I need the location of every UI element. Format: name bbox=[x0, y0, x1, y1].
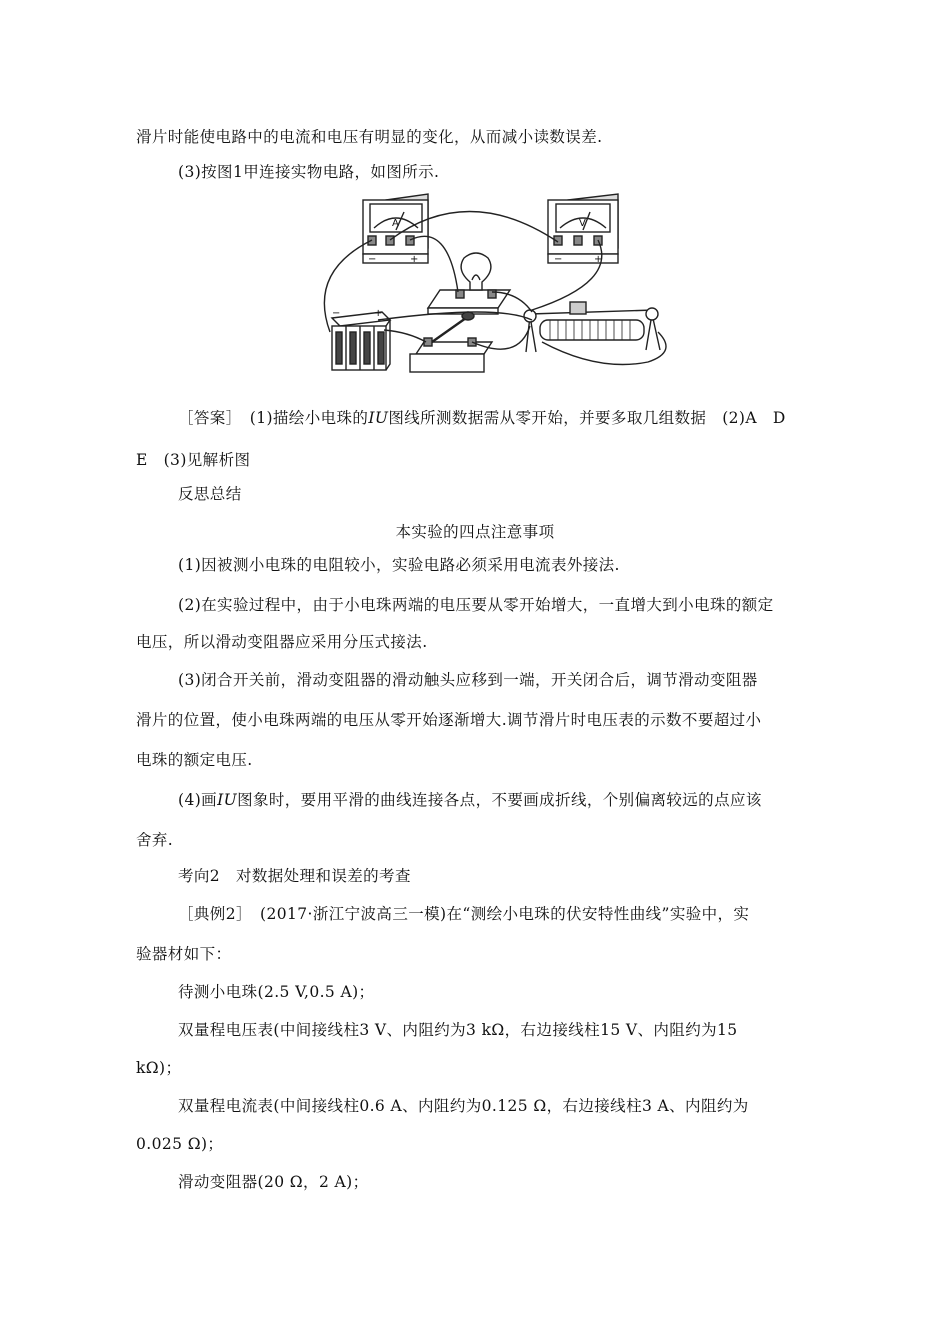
voltmeter-plus: + bbox=[594, 254, 603, 265]
ammeter-label: A bbox=[392, 218, 399, 229]
section-heading: 考向2 对数据处理和误差的考查 bbox=[178, 867, 411, 885]
text-line: (3)按图1甲连接实物电路，如图所示. bbox=[178, 163, 440, 181]
text-line: 待测小电珠(2.5 V,0.5 A)； bbox=[178, 983, 375, 1001]
text-line: 双量程电流表(中间接线柱0.6 A、内阻约为0.125 Ω，右边接线柱3 A、内阻约为 bbox=[178, 1097, 749, 1115]
circuit-diagram bbox=[318, 192, 682, 380]
text-line: 电压，所以滑动变阻器应采用分压式接法. bbox=[136, 633, 428, 651]
voltmeter-minus: − bbox=[554, 254, 563, 265]
ammeter-minus: − bbox=[368, 254, 377, 265]
text-line: 验器材如下： bbox=[136, 945, 232, 963]
ammeter-plus: + bbox=[410, 254, 419, 265]
circuit-figure bbox=[318, 192, 682, 380]
answer-part: 图线所测数据需从零开始，并要多取几组数据 (2)A D bbox=[388, 409, 786, 427]
wire bbox=[378, 312, 532, 320]
text-line: 电珠的额定电压. bbox=[136, 751, 253, 769]
text-line: (1)因被测小电珠的电阻较小，实验电路必须采用电流表外接法. bbox=[178, 556, 620, 574]
section-heading: 反思总结 bbox=[178, 485, 242, 503]
iu-symbol: IU bbox=[217, 791, 238, 809]
battery-minus: − bbox=[332, 308, 341, 319]
text-line: (2)在实验过程中，由于小电珠两端的电压要从零开始增大，一直增大到小电珠的额定 bbox=[178, 596, 774, 614]
rheostat-slider bbox=[570, 302, 586, 314]
bulb-icon bbox=[461, 253, 491, 290]
switch-lever bbox=[432, 318, 466, 342]
text-line: 双量程电压表(中间接线柱3 V、内阻约为3 kΩ，右边接线柱15 V、内阻约为15 bbox=[178, 1021, 738, 1039]
text-line: 滑片的位置，使小电珠两端的电压从零开始逐渐增大.调节滑片时电压表的示数不要超过小 bbox=[136, 711, 762, 729]
answer-line: E (3)见解析图 bbox=[136, 451, 251, 469]
iu-symbol: IU bbox=[368, 409, 389, 427]
text-line bbox=[178, 790, 762, 810]
text-line: 滑动变阻器(20 Ω，2 A)； bbox=[178, 1173, 369, 1191]
answer-part: ［答案］ (1)描绘小电珠的 bbox=[178, 409, 369, 427]
notes-title: 本实验的四点注意事项 bbox=[395, 523, 555, 541]
text-line: 滑片时能使电路中的电流和电压有明显的变化，从而减小读数误差. bbox=[136, 128, 603, 146]
voltmeter-label: V bbox=[579, 218, 586, 229]
text-part: 图象时，要用平滑的曲线连接各点，不要画成折线，个别偏离较远的点应该 bbox=[237, 791, 762, 809]
text-line: kΩ)； bbox=[136, 1059, 182, 1077]
battery-plus: + bbox=[374, 308, 383, 319]
text-line: 舍弃. bbox=[136, 831, 174, 849]
text-line: (3)闭合开关前，滑动变阻器的滑动触头应移到一端，开关闭合后，调节滑动变阻器 bbox=[178, 671, 758, 689]
text-part: (4)画 bbox=[178, 791, 218, 809]
rheostat-coil bbox=[540, 320, 644, 340]
rheostat-rod bbox=[530, 310, 654, 314]
text-line: 0.025 Ω)； bbox=[136, 1135, 224, 1153]
answer-line bbox=[178, 408, 786, 428]
wire bbox=[472, 326, 530, 349]
text-line: ［典例2］ (2017·浙江宁波高三一模)在“测绘小电珠的伏安特性曲线”实验中，实 bbox=[178, 905, 750, 923]
